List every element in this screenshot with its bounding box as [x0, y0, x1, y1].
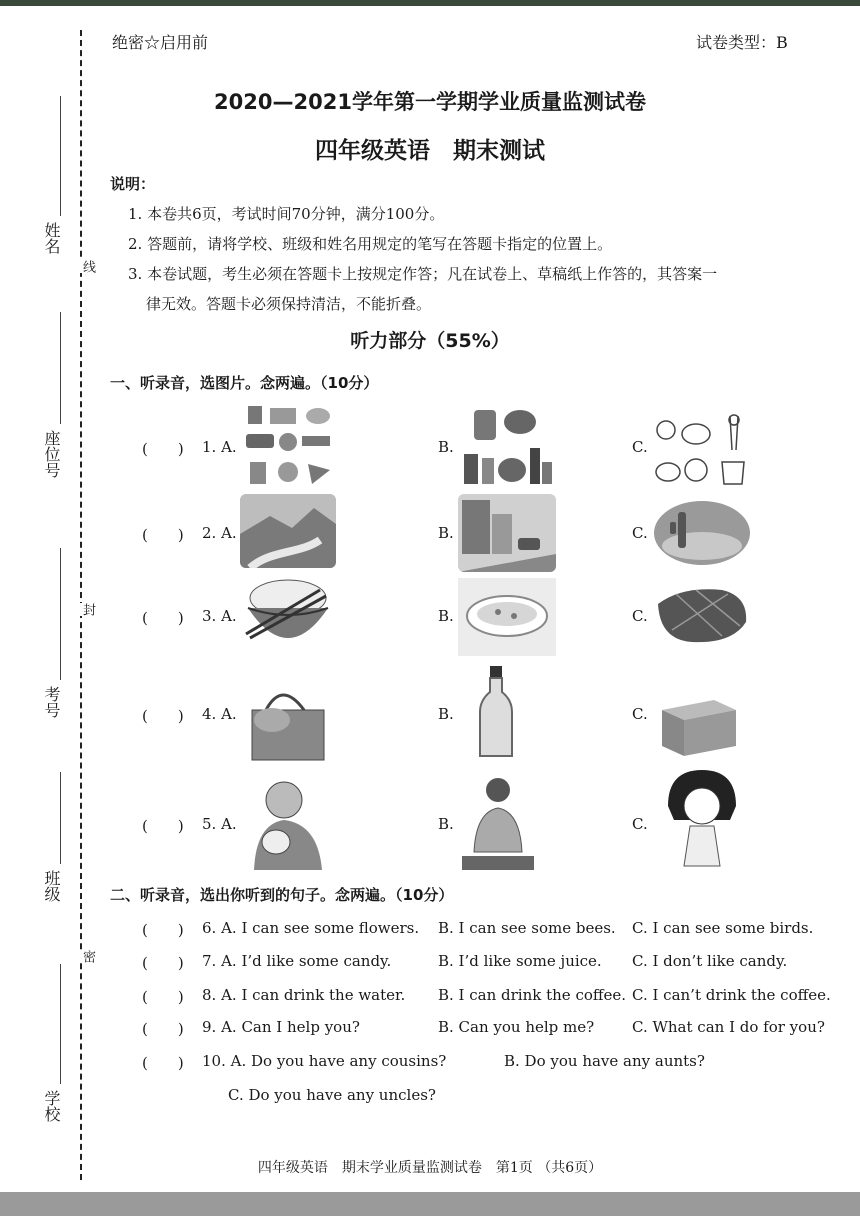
answer-bracket: ( ): [142, 526, 184, 544]
q9-option-a: 9. A. Can I help you?: [202, 1018, 360, 1036]
q9-option-b: B. Can you help me?: [438, 1018, 595, 1036]
scan-top-edge: [0, 0, 860, 6]
option-b-label: B.: [438, 705, 454, 723]
option-c-label: C.: [632, 815, 648, 833]
answer-bracket: ( ): [142, 707, 184, 725]
answer-bracket: ( ): [142, 1054, 184, 1072]
note-item: 律无效。答题卡必须保持清洁，不能折叠。: [146, 295, 432, 313]
side-fill-line: [60, 548, 61, 680]
question-number: 3. A.: [202, 607, 237, 625]
exam-title: 2020—2021学年第一学期学业质量监测试卷: [214, 90, 646, 114]
box-picture: [658, 690, 740, 760]
side-label-class: 班级: [42, 870, 61, 902]
confidential-mark: 绝密☆启用前: [112, 33, 209, 52]
question-number: 2. A.: [202, 524, 237, 542]
scan-bottom-edge: [0, 1192, 860, 1216]
steak-picture: [652, 582, 752, 648]
option-b-label: B.: [438, 607, 454, 625]
option-c-label: C.: [632, 438, 648, 456]
note-item: 3. 本卷试题，考生必须在答题卡上按规定作答；凡在试卷上、草稿纸上作答的，其答案一: [128, 265, 718, 283]
side-fill-line: [60, 964, 61, 1084]
q8-option-b: B. I can drink the coffee.: [438, 986, 627, 1004]
answer-bracket: ( ): [142, 988, 184, 1006]
q8-option-c: C. I can’t drink the coffee.: [632, 986, 831, 1004]
section-title: 听力部分（55%）: [350, 330, 510, 352]
q7-option-c: C. I don’t like candy.: [632, 952, 788, 970]
q9-option-c: C. What can I do for you?: [632, 1018, 825, 1036]
side-fill-line: [60, 772, 61, 864]
answer-bracket: ( ): [142, 954, 184, 972]
answer-bracket: ( ): [142, 609, 184, 627]
q10-option-a: 10. A. Do you have any cousins?: [202, 1052, 447, 1070]
option-c-label: C.: [632, 524, 648, 542]
side-label-school: 学校: [42, 1090, 61, 1122]
bag-picture: [242, 680, 332, 764]
question-number: 1. A.: [202, 438, 237, 456]
answer-bracket: ( ): [142, 921, 184, 939]
city-street-picture: [458, 494, 556, 572]
q8-option-a: 8. A. I can drink the water.: [202, 986, 406, 1004]
toys-picture: [240, 400, 336, 490]
river-picture: [240, 494, 336, 568]
note-item: 1. 本卷共6页，考试时间70分钟，满分100分。: [128, 205, 445, 223]
part1-heading: 一、听录音，选图片。念两遍。（10分）: [110, 374, 379, 392]
question-number: 5. A.: [202, 815, 237, 833]
notes-heading: 说明：: [110, 175, 156, 193]
side-label-name: 姓名: [42, 222, 61, 254]
option-b-label: B.: [438, 438, 454, 456]
q6-option-c: C. I can see some birds.: [632, 919, 814, 937]
seal-char-line: 线: [80, 260, 95, 273]
answer-bracket: ( ): [142, 817, 184, 835]
page-footer: 四年级英语 期末学业质量监测试卷 第1页 （共6页）: [257, 1160, 603, 1176]
side-label-exam-number: 考号: [42, 686, 61, 718]
seal-char-seal: 封: [80, 603, 95, 616]
q6-option-a: 6. A. I can see some flowers.: [202, 919, 420, 937]
rice-bowl-picture: [240, 576, 336, 658]
q10-option-c: C. Do you have any uncles?: [228, 1086, 436, 1104]
bottle-picture: [476, 664, 516, 760]
animals-picture: [652, 410, 748, 492]
seal-char-secret: 密: [80, 950, 95, 963]
q7-option-a: 7. A. I’d like some candy.: [202, 952, 392, 970]
option-c-label: C.: [632, 705, 648, 723]
cook-picture: [458, 772, 538, 876]
option-b-label: B.: [438, 524, 454, 542]
exam-subtitle: 四年级英语 期末测试: [315, 138, 545, 164]
q7-option-b: B. I’d like some juice.: [438, 952, 602, 970]
grandmother-picture: [240, 774, 336, 876]
option-c-label: C.: [632, 607, 648, 625]
answer-bracket: ( ): [142, 440, 184, 458]
part2-heading: 二、听录音，选出你听到的句子。念两遍。（10分）: [110, 886, 454, 904]
option-b-label: B.: [438, 815, 454, 833]
girl-picture: [660, 766, 742, 874]
paper-type: 试卷类型：B: [696, 33, 788, 52]
answer-bracket: ( ): [142, 1020, 184, 1038]
q10-option-b: B. Do you have any aunts?: [504, 1052, 705, 1070]
question-number: 4. A.: [202, 705, 237, 723]
soup-bowl-picture: [458, 578, 556, 656]
desert-picture: [652, 498, 752, 568]
side-label-seat: 座位号: [42, 430, 61, 478]
q6-option-b: B. I can see some bees.: [438, 919, 616, 937]
food-picture: [460, 402, 556, 490]
note-item: 2. 答题前，请将学校、班级和姓名用规定的笔写在答题卡指定的位置上。: [128, 235, 613, 253]
